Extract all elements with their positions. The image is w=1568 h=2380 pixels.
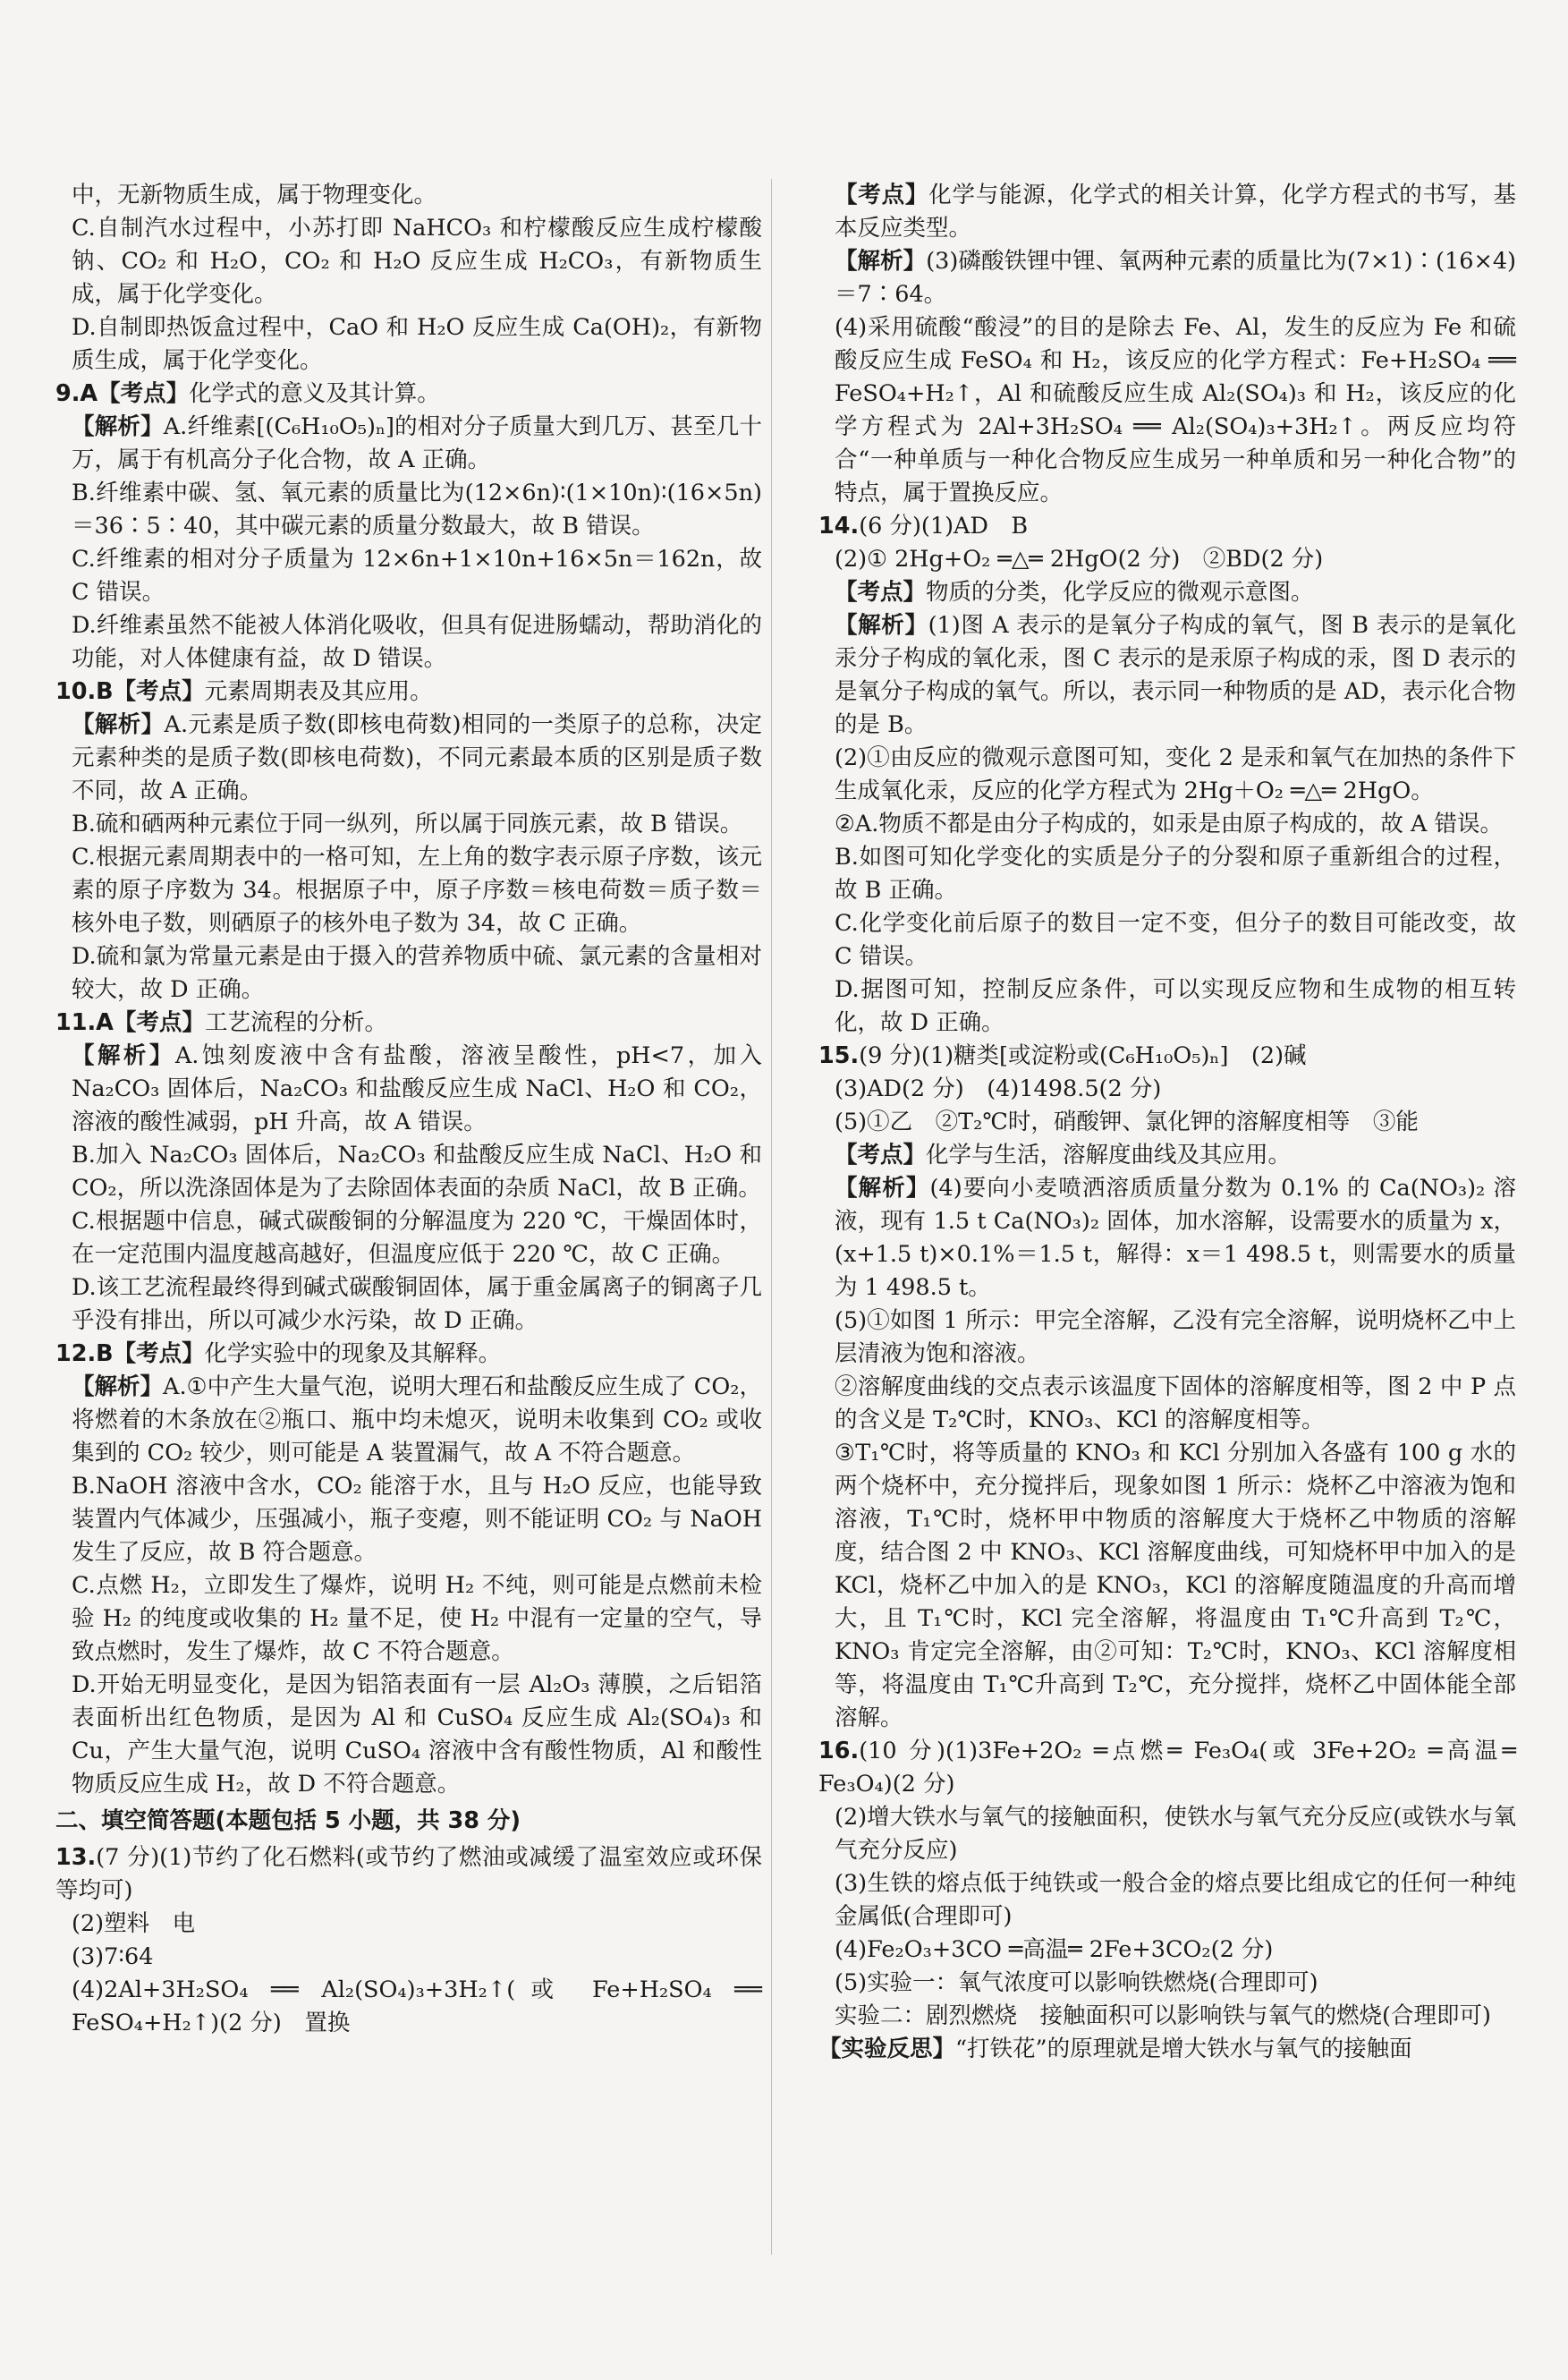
explanation-line (55, 477, 762, 543)
explanation-line (818, 576, 1516, 609)
explanation-line (818, 907, 1516, 973)
explanation-line (55, 808, 762, 841)
body-text: C.自制汽水过程中，小苏打即 NaHCO₃ 和柠檬酸反应生成柠檬酸钠、CO₂ 和 H₂O，CO₂ 和 H₂O 反应生成 H₂CO₃，有新物质生成，属于化学变化。 (72, 215, 762, 308)
explanation-line (818, 1073, 1516, 1106)
body-text: 化学实验中的现象及其解释。 (204, 1340, 502, 1367)
section-tag: 【解析】 (72, 711, 165, 738)
body-text: 化学与能源，化学式的相关计算，化学方程式的书写，基本反应类型。 (835, 182, 1516, 242)
body-text: (4)Fe₂O₃+3CO ═高温═ 2Fe+3CO₂(2 分) (835, 1936, 1274, 1963)
body-text: A.①中产生大量气泡，说明大理石和盐酸反应生成了 CO₂，将燃着的木条放在②瓶口、瓶中均未熄灭，说明未收集到 CO₂ 或收集到的 CO₂ 较少，则可能是 A 装置漏气，故 A 不符合题意。 (72, 1373, 762, 1466)
body-text: (3)AD(2 分) (4)1498.5(2 分) (835, 1075, 1162, 1102)
body-text: A.元素是质子数(即核电荷数)相同的一类原子的总称，决定元素种类的是质子数(即核电荷数)，不同元素最本质的区别是质子数不同，故 A 正确。 (72, 711, 762, 804)
body-text: (4)要向小麦喷洒溶质质量分数为 0.1% 的 Ca(NO₃)₂ 溶液，现有 1.5 t Ca(NO₃)₂ 固体，加水溶解，设需要水的质量为 x，(x+1.5 t)×0.1%＝1.5 t，解得：x＝1 498.5 t，则需要水的质量为 1 498.5 t。 (835, 1175, 1516, 1301)
explanation-line (55, 1974, 762, 2040)
explanation-line (818, 1106, 1516, 1139)
section-heading: 二、填空简答题(本题包括 5 小题，共 38 分) (55, 1807, 521, 1834)
body-text: 物质的分类，化学反应的微观示意图。 (926, 579, 1314, 606)
explanation-line (55, 311, 762, 378)
question-answer (818, 1735, 1516, 1801)
explanation-line (818, 245, 1516, 311)
explanation-line (818, 1967, 1516, 2000)
explanation-line (55, 179, 762, 212)
explanation-line (55, 1139, 762, 1205)
body-text: (5)实验一：氧气浓度可以影响铁燃烧(合理即可) (835, 1969, 1318, 1996)
body-text: 实验二：剧烈燃烧 接触面积可以影响铁与氧气的燃烧(合理即可) (835, 2002, 1491, 2029)
question-answer (55, 378, 762, 411)
section-tag: 【解析】 (72, 1042, 175, 1069)
body-text: D.纤维素虽然不能被人体消化吸收，但具有促进肠蠕动，帮助消化的功能，对人体健康有益，故 D 错误。 (72, 612, 762, 672)
body-text: C.纤维素的相对分子质量为 12×6n+1×10n+16×5n＝162n，故 C 错误。 (72, 546, 762, 606)
explanation-line (55, 1371, 762, 1470)
body-text: (10 分)(1)3Fe+2O₂ ═点燃═ Fe₃O₄(或 3Fe+2O₂ ═高温═ Fe₃O₄)(2 分) (818, 1738, 1516, 1798)
section-tag: 【解析】 (835, 1175, 930, 1202)
explanation-line (55, 609, 762, 676)
body-text: 元素周期表及其应用。 (204, 678, 433, 705)
question-number: 13. (55, 1844, 97, 1871)
body-text: 化学式的意义及其计算。 (189, 380, 440, 407)
section-tag: 【考点】 (113, 678, 205, 705)
question-answer (55, 1338, 762, 1371)
section-tag: 【考点】 (835, 1142, 927, 1169)
body-text: C.化学变化前后原子的数目一定不变，但分子的数目可能改变，故 C 错误。 (835, 910, 1516, 970)
explanation-line (818, 973, 1516, 1040)
explanation-line (818, 1867, 1516, 1934)
body-text: (5)①如图 1 所示：甲完全溶解，乙没有完全溶解，说明烧杯乙中上层清液为饱和溶液。 (835, 1307, 1516, 1367)
body-text: (2)①由反应的微观示意图可知，变化 2 是汞和氧气在加热的条件下生成氧化汞，反应的化学方程式为 2Hg＋O₂ ═△═ 2HgO。 (835, 744, 1516, 804)
explanation-line (55, 1205, 762, 1271)
section-tag: 【实验反思】 (818, 2036, 956, 2062)
body-text: ②A.物质不都是由分子构成的，如汞是由原子构成的，故 A 错误。 (835, 811, 1504, 837)
explanation-line (818, 1934, 1516, 1967)
body-text: (6 分)(1)AD B (859, 513, 1029, 540)
body-text: (7 分)(1)节约了化石燃料(或节约了燃油或减缓了温室效应或环保等均可) (55, 1844, 762, 1904)
question-number: 12.B (55, 1340, 114, 1367)
explanation-line (55, 1941, 762, 1974)
column-divider (771, 179, 772, 2255)
explanation-line (818, 2033, 1516, 2066)
question-number: 15. (818, 1042, 860, 1069)
question-number: 11.A (55, 1009, 114, 1036)
body-text: C.点燃 H₂，立即发生了爆炸，说明 H₂ 不纯，则可能是点燃前未检验 H₂ 的纯度或收集的 H₂ 量不足，使 H₂ 中混有一定量的空气，导致点燃时，发生了爆炸，故 C 不符合题意。 (72, 1572, 762, 1665)
body-text: ②溶解度曲线的交点表示该温度下固体的溶解度相等，图 2 中 P 点的含义是 T₂℃时，KNO₃、KCl 的溶解度相等。 (835, 1373, 1516, 1433)
body-text: (2)增大铁水与氧气的接触面积，使铁水与氧气充分反应(或铁水与氧气充分反应) (835, 1804, 1516, 1864)
explanation-line (818, 1305, 1516, 1371)
question-number: 10.B (55, 678, 114, 705)
body-text: A.纤维素[(C₆H₁₀O₅)ₙ]的相对分子质量大到几万、甚至几十万，属于有机高分子化合物，故 A 正确。 (72, 413, 762, 473)
question-answer (55, 1841, 762, 1908)
body-text: D.该工艺流程最终得到碱式碳酸铜固体，属于重金属离子的铜离子几乎没有排出，所以可减少水污染，故 D 正确。 (72, 1274, 762, 1334)
body-text: (2)① 2Hg+O₂ ═△═ 2HgO(2 分) ②BD(2 分) (835, 546, 1324, 573)
question-answer (818, 1040, 1516, 1073)
question-answer (818, 510, 1516, 543)
explanation-line (818, 179, 1516, 245)
body-text: A.蚀刻废液中含有盐酸，溶液呈酸性，pH<7，加入 Na₂CO₃ 固体后，Na₂CO₃ 和盐酸反应生成 NaCl、H₂O 和 CO₂，溶液的酸性减弱，pH 升高，故 A 错误。 (72, 1042, 762, 1135)
explanation-line (818, 1371, 1516, 1437)
explanation-line (55, 1669, 762, 1801)
explanation-line (55, 709, 762, 808)
body-text: D.硫和氯为常量元素是由于摄入的营养物质中硫、氯元素的含量相对较大，故 D 正确。 (72, 943, 762, 1003)
body-text: 中，无新物质生成，属于物理变化。 (72, 182, 437, 208)
body-text: (3)7∶64 (72, 1943, 154, 1970)
question-number: 16. (818, 1738, 860, 1764)
explanation-line (55, 1470, 762, 1569)
body-text: “打铁花”的原理就是增大铁水与氧气的接触面 (955, 2036, 1412, 2062)
question-number: 14. (818, 513, 860, 540)
explanation-line (818, 1139, 1516, 1172)
body-text: D.自制即热饭盒过程中，CaO 和 H₂O 反应生成 Ca(OH)₂，有新物质生成，属于化学变化。 (72, 314, 762, 374)
body-text: (5)①乙 ②T₂℃时，硝酸钾、氯化钾的溶解度相等 ③能 (835, 1109, 1419, 1135)
body-text: B.加入 Na₂CO₃ 固体后，Na₂CO₃ 和盐酸反应生成 NaCl、H₂O 和 CO₂，所以洗涤固体是为了去除固体表面的杂质 NaCl，故 B 正确。 (72, 1142, 762, 1202)
question-number: 9.A (55, 380, 98, 407)
body-text: (4)采用硫酸“酸浸”的目的是除去 Fe、Al，发生的反应为 Fe 和硫酸反应生成 FeSO₄ 和 H₂，该反应的化学方程式：Fe+H₂SO₄ ══ FeSO₄+H₂↑，Al 和硫酸反应生成 Al₂(SO₄)₃ 和 H₂，该反应的化学方程式为 2Al+3H₂SO₄ ══ Al₂(SO₄)₃+3H₂↑。两反应均符合“一种单质与一种化合物反应生成另一种单质和另一种化合物”的特点，属于置换反应。 (835, 314, 1516, 506)
body-text: ③T₁℃时，将等质量的 KNO₃ 和 KCl 分别加入各盛有 100 g 水的两个烧杯中，充分搅拌后，现象如图 1 所示：烧杯乙中溶液为饱和溶液，T₁℃时，烧杯甲中物质的溶解度大于烧杯乙中物质的溶解度，结合图 2 中 KNO₃、KCl 溶解度曲线，可知烧杯甲中加入的是 KCl，烧杯乙中加入的是 KNO₃，KCl 的溶解度随温度的升高而增大，且 T₁℃时，KCl 完全溶解，将温度由 T₁℃升高到 T₂℃，KNO₃ 肯定完全溶解，由②可知：T₂℃时，KNO₃、KCl 溶解度相等，将温度由 T₁℃升高到 T₂℃，充分搅拌，烧杯乙中固体能全部溶解。 (835, 1440, 1516, 1731)
right-column (818, 179, 1516, 2066)
body-text: D.据图可知，控制反应条件，可以实现反应物和生成物的相互转化，故 D 正确。 (835, 976, 1516, 1036)
explanation-line (55, 1908, 762, 1941)
explanation-line (818, 2000, 1516, 2033)
section-tag: 【解析】 (835, 248, 927, 275)
question-answer (55, 1007, 762, 1040)
explanation-line (55, 212, 762, 311)
explanation-line (55, 841, 762, 940)
explanation-line (818, 543, 1516, 576)
section-tag: 【考点】 (835, 579, 927, 606)
section-tag: 【考点】 (113, 1340, 205, 1367)
body-text: (9 分)(1)糖类[或淀粉或(C₆H₁₀O₅)ₙ] (2)碱 (859, 1042, 1307, 1069)
explanation-line (818, 841, 1516, 907)
body-text: (1)图 A 表示的是氧分子构成的氧气，图 B 表示的是氧化汞分子构成的氧化汞，图 C 表示的是汞原子构成的汞，图 D 表示的是氧分子构成的氧气。所以，表示同一种物质的是 AD，表示化合物的是 B。 (835, 612, 1516, 738)
body-text: (2)塑料 电 (72, 1910, 196, 1937)
body-text: B.纤维素中碳、氢、氧元素的质量比为(12×6n)∶(1×10n)∶(16×5n)＝36∶5∶40，其中碳元素的质量分数最大，故 B 错误。 (72, 480, 762, 540)
body-text: B.NaOH 溶液中含水，CO₂ 能溶于水，且与 H₂O 反应，也能导致装置内气体减少，压强减小，瓶子变瘪，则不能证明 CO₂ 与 NaOH 发生了反应，故 B 符合题意。 (72, 1473, 762, 1566)
section-tag: 【解析】 (72, 1373, 164, 1400)
body-text: C.根据题中信息，碱式碳酸铜的分解温度为 220 ℃，干燥固体时，在一定范围内温度越高越好，但温度应低于 220 ℃，故 C 正确。 (72, 1208, 762, 1268)
body-text: 工艺流程的分析。 (204, 1009, 387, 1036)
body-text: B.如图可知化学变化的实质是分子的分裂和原子重新组合的过程，故 B 正确。 (835, 844, 1516, 904)
section-tag: 【解析】 (835, 612, 928, 639)
body-text: (3)生铁的熔点低于纯铁或一般合金的熔点要比组成它的任何一种纯金属低(合理即可) (835, 1870, 1516, 1930)
explanation-line (55, 411, 762, 477)
section-tag: 【考点】 (97, 380, 190, 407)
explanation-line (55, 543, 762, 609)
explanation-line (818, 742, 1516, 808)
explanation-line (55, 1271, 762, 1338)
explanation-line (818, 609, 1516, 742)
explanation-line (55, 940, 762, 1007)
section-tag: 【解析】 (72, 413, 164, 440)
body-text: B.硫和硒两种元素位于同一纵列，所以属于同族元素，故 B 错误。 (72, 811, 743, 837)
explanation-line (818, 1437, 1516, 1735)
explanation-line (818, 1801, 1516, 1867)
body-text: (3)磷酸铁锂中锂、氧两种元素的质量比为(7×1)∶(16×4)＝7∶64。 (835, 248, 1516, 308)
section-tag: 【考点】 (113, 1009, 205, 1036)
section-tag: 【考点】 (835, 182, 929, 208)
body-text: (4)2Al+3H₂SO₄ ══ Al₂(SO₄)₃+3H₂↑(或 Fe+H₂SO₄ ══ FeSO₄+H₂↑)(2 分) 置换 (72, 1976, 762, 2036)
explanation-line (55, 1040, 762, 1139)
explanation-line (818, 311, 1516, 510)
body-text: 化学与生活，溶解度曲线及其应用。 (926, 1142, 1292, 1169)
left-column (55, 179, 762, 2040)
body-text: C.根据元素周期表中的一格可知，左上角的数字表示原子序数，该元素的原子序数为 34。根据原子中，原子序数＝核电荷数＝质子数＝核外电子数，则硒原子的核外电子数为 34，故 C 正确。 (72, 844, 762, 937)
question-answer (55, 676, 762, 709)
explanation-line (818, 808, 1516, 841)
explanation-line (55, 1569, 762, 1669)
explanation-line (818, 1172, 1516, 1305)
body-text: D.开始无明显变化，是因为铝箔表面有一层 Al₂O₃ 薄膜，之后铝箔表面析出红色物质，是因为 Al 和 CuSO₄ 反应生成 Al₂(SO₄)₃ 和 Cu，产生大量气泡，说明 CuSO₄ 溶液中含有酸性物质，Al 和酸性物质反应生成 H₂，故 D 不符合题意。 (72, 1671, 762, 1798)
